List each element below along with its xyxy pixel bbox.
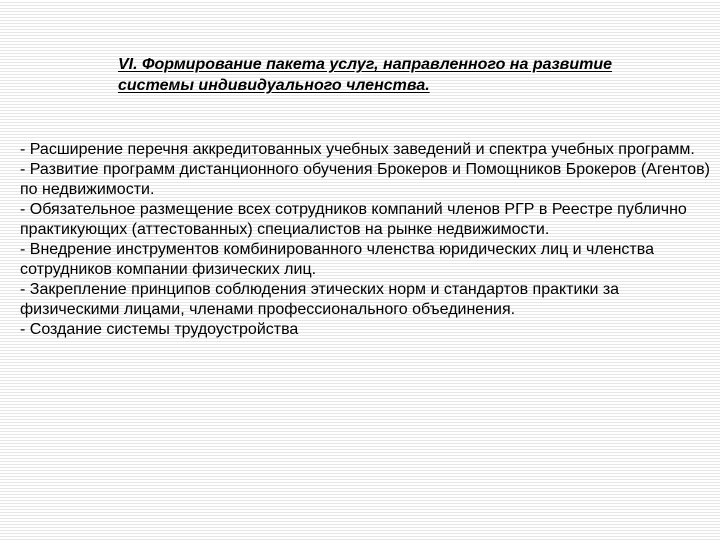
list-item: - Расширение перечня аккредитованных учебных заведений и спектра учебных программ. [20, 141, 695, 158]
list-item: - Закрепление принципов соблюдения этических норм и стандартов практики за физическими лицами, членами профессионального объединения. [20, 281, 620, 318]
list-item: - Развитие программ дистанционного обучения Брокеров и Помощников Брокеров (Агентов) по недвижимости. [20, 161, 710, 198]
bullet-list [20, 140, 710, 340]
list-item: - Внедрение инструментов комбинированного членства юридических лиц и членства сотрудников компании физических лиц. [20, 241, 654, 278]
list-item: - Создание системы трудоустройства [20, 321, 299, 338]
slide-title: VI. Формирование пакета услуг, направленного на развитие системы индивидуального членства. [118, 56, 612, 94]
list-item: - Обязательное размещение всех сотрудников компаний членов РГР в Реестре публично практикующих (аттестованных) специалистов на рынке недвижимости. [20, 201, 687, 238]
